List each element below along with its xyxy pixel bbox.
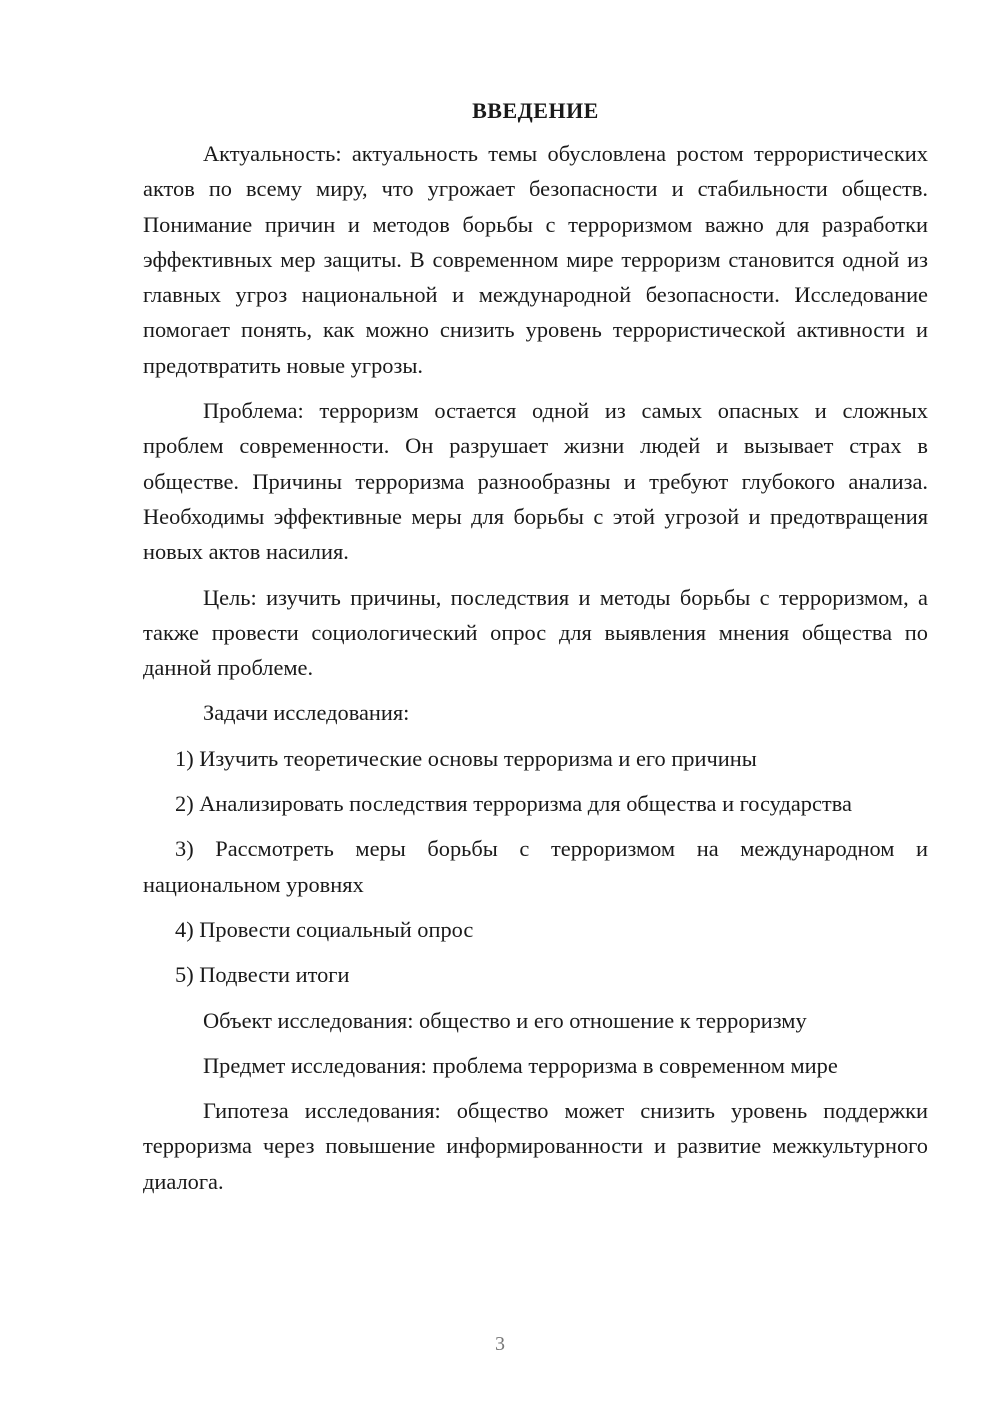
page-number: 3	[495, 1333, 505, 1355]
task-item-3: 3) Рассмотреть меры борьбы с терроризмом на международном и национальном уровнях	[143, 836, 928, 897]
goal-paragraph: Цель: изучить причины, последствия и методы борьбы с терроризмом, а также провести социологический опрос для выявления мнения общества по данной проблеме.	[143, 584, 928, 681]
research-hypothesis: Гипотеза исследования: общество может снизить уровень поддержки терроризма через повышение информированности и развитие межкультурного диалога.	[143, 1098, 928, 1194]
tasks-heading: Задачи исследования:	[203, 700, 410, 726]
document-page	[143, 96, 928, 1199]
research-subject: Предмет исследования: проблема терроризма в современном мире	[203, 1052, 838, 1078]
page-title: ВВЕДЕНИЕ	[472, 98, 599, 123]
task-item-1: 1) Изучить теоретические основы терроризма и его причины	[175, 745, 757, 771]
problem-paragraph: Проблема: терроризм остается одной из самых опасных и сложных проблем современности. Он разрушает жизни людей и вызывает страх в обществе. Причины терроризма разнообразны и требуют глубокого анализа. Необходимы эффективные меры для борьбы с этой угрозой и предотвращения новых актов насилия.	[143, 398, 928, 565]
research-object: Объект исследования: общество и его отношение к терроризму	[203, 1007, 807, 1033]
task-item-2: 2) Анализировать последствия терроризма для общества и государства	[175, 791, 852, 817]
task-item-4: 4) Провести социальный опрос	[175, 916, 474, 942]
task-item-5: 5) Подвести итоги	[175, 962, 350, 988]
relevance-paragraph: Актуальность: актуальность темы обусловлена ростом террористических актов по всему миру, что угрожает безопасности и стабильности обществ. Понимание причин и методов борьбы с терроризмом важно для разработки эффективных мер защиты. В современном мире терроризм становится одной из главных угроз национальной и международной безопасности. Исследование помогает понять, как можно снизить уровень террористической активности и предотвратить новые угрозы.	[143, 141, 928, 378]
